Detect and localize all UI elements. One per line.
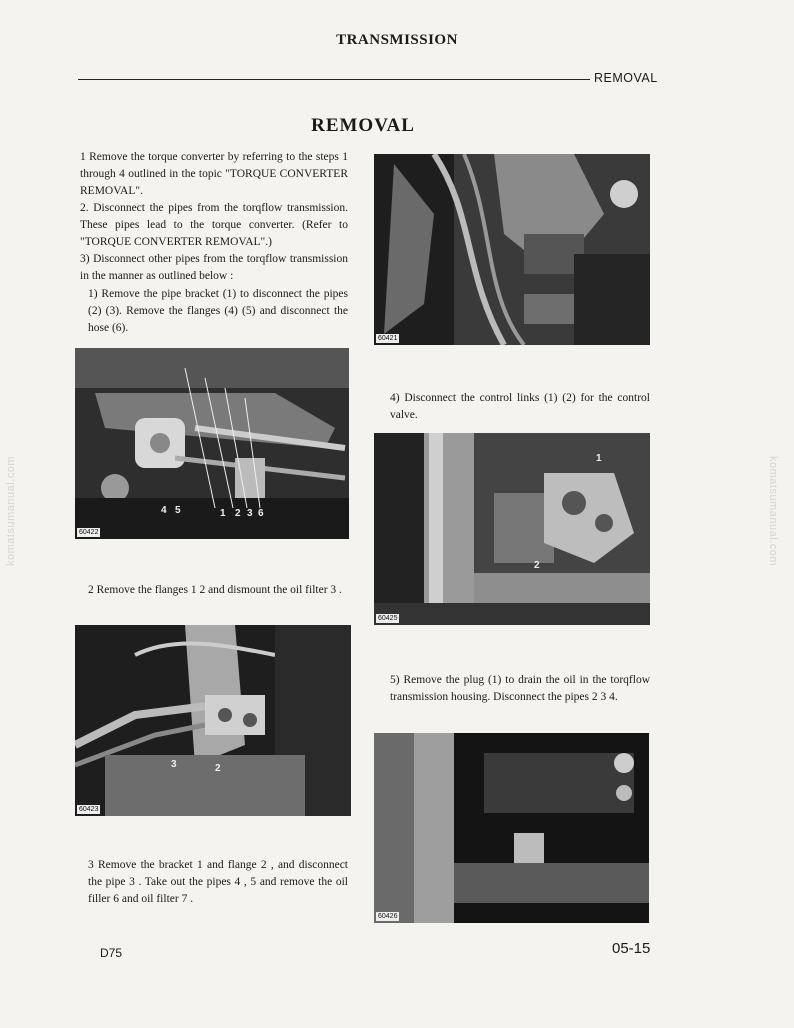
callout-2: 2 [235, 508, 241, 519]
photo-60421-image [374, 154, 650, 345]
callout-1: 1 [220, 508, 226, 519]
running-header-title: TRANSMISSION [336, 32, 458, 48]
photo-60423-image [75, 625, 351, 816]
photo-60425 [374, 433, 650, 625]
photo-code: 60422 [79, 529, 99, 536]
callout-5: 5 [175, 505, 181, 516]
photo-60426 [374, 733, 649, 923]
photo-60425-image [374, 433, 650, 625]
photo-60422-image [75, 348, 349, 539]
photo-60422 [75, 348, 349, 539]
photo-code: 60426 [378, 913, 398, 920]
photo-60421 [374, 154, 650, 345]
callout-4: 4 [161, 505, 167, 516]
callout-3: 3 [171, 759, 177, 770]
callout-2: 2 [215, 763, 221, 774]
step-2: 2. Disconnect the pipes from the torqflow transmission. These pipes lead to the torque converter. (Refer to "TORQUE CONVERTER REMOVAL".) [80, 202, 348, 248]
callout-6: 6 [258, 508, 264, 519]
footer-page-number: 05-15 [612, 940, 651, 957]
step-3: 3) Disconnect other pipes from the torqflow transmission in the manner as outlined below : [80, 253, 348, 282]
step-3-1: 1) Remove the pipe bracket (1) to disconnect the pipes (2) (3). Remove the flanges (4) (5) and disconnect the hose (6). [88, 288, 348, 334]
callout-1: 1 [596, 453, 602, 464]
callout-3: 3 [247, 508, 253, 519]
step-3-5: 5) Remove the plug (1) to drain the oil in the torqflow transmission housing. Disconnect the pipes 2 3 4. [390, 674, 650, 703]
watermark-right: komatsumanual.com [767, 456, 779, 566]
page-heading: REMOVAL [311, 115, 415, 136]
watermark-left: komatsumanual.com [5, 456, 17, 566]
step-3-4: 4) Disconnect the control links (1) (2) for the control valve. [390, 392, 650, 421]
footer-model: D75 [100, 946, 123, 960]
photo-60426-image [374, 733, 649, 923]
photo-code: 60421 [378, 335, 398, 342]
photo-code: 60425 [378, 615, 398, 622]
step-3-3: 3 Remove the bracket 1 and flange 2 , and disconnect the pipe 3 . Take out the pipes 4 , 5 and remove the oil filler 6 and oil filter 7 . [88, 859, 348, 905]
photo-code: 60423 [79, 806, 99, 813]
section-tag: REMOVAL [594, 71, 658, 85]
step-3-2: 2 Remove the flanges 1 2 and dismount the oil filter 3 . [88, 584, 342, 596]
header-rule [78, 79, 590, 80]
callout-2: 2 [534, 560, 540, 571]
photo-60423 [75, 625, 351, 816]
step-1: 1 Remove the torque converter by referring to the steps 1 through 4 outlined in the topic "TORQUE CONVERTER REMOVAL". [80, 151, 348, 197]
